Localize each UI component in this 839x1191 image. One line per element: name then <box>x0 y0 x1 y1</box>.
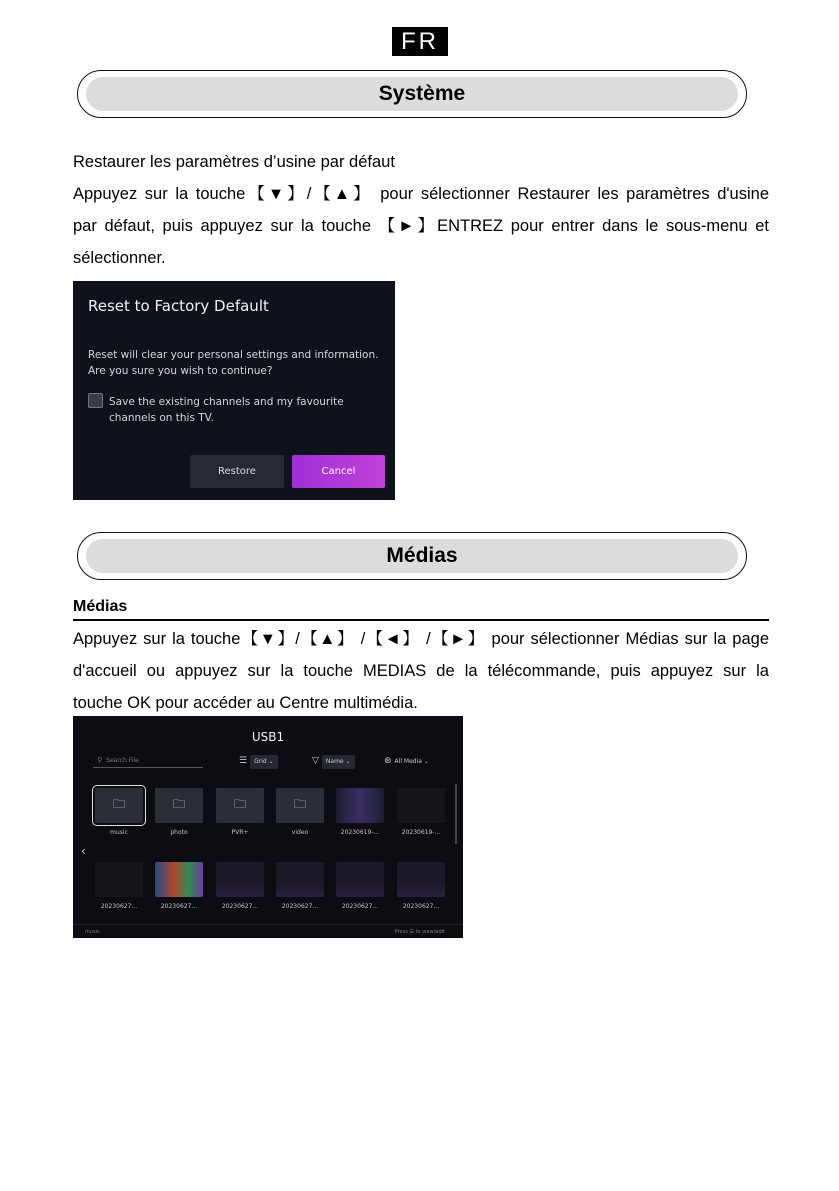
search-placeholder: Search File <box>106 757 139 764</box>
tile-label: music <box>110 829 128 836</box>
section-header-systeme <box>77 70 747 118</box>
filter-icon: ▽ <box>312 756 319 766</box>
folder-tile-music[interactable] <box>95 788 143 823</box>
list-icon: ☰ <box>239 756 248 766</box>
system-line-3: par défaut, puis appuyez sur la touche 【►】ENTREZ pour entrer dans le sous-menu et <box>73 217 769 235</box>
media-type-dropdown[interactable] <box>384 754 429 768</box>
system-line-4: sélectionner. <box>73 249 166 267</box>
tile-label: 20230619-... <box>340 829 380 836</box>
tile-label: 20230627... <box>402 903 440 910</box>
tile-label: photo <box>170 829 188 836</box>
media-center-title: USB1 <box>251 730 285 744</box>
system-paragraph <box>73 146 769 274</box>
medias-line-2: d'accueil ou appuyez sur la touche MEDIAS de la télécommande, puis appuyez sur la <box>73 662 769 680</box>
tile-label: video <box>291 829 309 836</box>
image-thumbnail[interactable] <box>276 862 324 897</box>
search-icon: ⚲ <box>97 756 103 764</box>
chevron-down-icon: ⌄ <box>345 758 351 765</box>
media-type-label: All Media <box>394 758 422 765</box>
folder-tile-video[interactable] <box>276 788 324 823</box>
media-center-footer <box>73 924 463 938</box>
tile-label: PVR+ <box>231 829 249 836</box>
medias-line-3: touche OK pour accéder au Centre multimédia. <box>73 694 418 712</box>
scroll-left-arrow-icon[interactable]: ‹ <box>81 844 86 858</box>
folder-icon: 🗀 <box>112 797 125 811</box>
tile-label: 20230627... <box>100 903 138 910</box>
chevron-down-icon: ⌄ <box>268 758 274 765</box>
footer-hint: Press ☰ to view/edit <box>394 929 445 935</box>
media-center-screen <box>73 716 463 938</box>
medias-line-1: Appuyez sur la touche【▼】/【▲】 /【◄】 /【►】 pour sélectionner Médias sur la page <box>73 630 769 648</box>
medias-paragraph <box>73 623 769 719</box>
medias-subheading: Médias <box>73 598 769 621</box>
search-file-input[interactable] <box>93 754 203 768</box>
save-channels-label: Save the existing channels and my favourite channels on this TV. <box>109 396 344 424</box>
sort-dropdown[interactable] <box>312 754 355 768</box>
folder-icon: 🗀 <box>233 797 246 811</box>
view-mode-dropdown[interactable] <box>239 754 278 768</box>
folder-tile-photo[interactable] <box>155 788 203 823</box>
dialog-message: Reset will clear your personal settings and information. Are you sure you wish to continue? <box>88 349 379 377</box>
image-thumbnail[interactable] <box>155 862 203 897</box>
folder-icon: 🗀 <box>172 797 185 811</box>
system-line-2: Appuyez sur la touche【▼】/【▲】 pour sélectionner Restaurer les paramètres d'usine <box>73 185 769 203</box>
footer-current-folder: music <box>85 929 100 935</box>
image-thumbnail[interactable] <box>336 862 384 897</box>
sort-label: Name <box>325 758 344 765</box>
image-thumbnail[interactable] <box>95 862 143 897</box>
system-line-1: Restaurer les paramètres d’usine par défaut <box>73 153 395 171</box>
section-title-systeme: Système <box>86 77 738 111</box>
section-header-medias <box>77 532 747 580</box>
cancel-button[interactable]: Cancel <box>292 455 385 488</box>
tile-label: 20230627... <box>341 903 379 910</box>
image-thumbnail[interactable] <box>397 862 445 897</box>
reset-factory-dialog <box>73 281 395 500</box>
section-title-medias: Médias <box>86 539 738 573</box>
tile-label: 20230627... <box>281 903 319 910</box>
view-mode-label: Grid <box>254 758 267 765</box>
media-type-icon: ⊛ <box>384 756 392 766</box>
vertical-scrollbar[interactable] <box>455 784 457 844</box>
image-thumbnail[interactable] <box>336 788 384 823</box>
save-channels-checkbox[interactable] <box>88 393 103 408</box>
tile-label: 20230627... <box>221 903 259 910</box>
image-thumbnail[interactable] <box>397 788 445 823</box>
dialog-title: Reset to Factory Default <box>88 297 269 315</box>
language-badge: FR <box>392 27 448 56</box>
folder-icon: 🗀 <box>293 797 306 811</box>
chevron-down-icon: ⌄ <box>423 758 429 765</box>
folder-tile-pvr[interactable] <box>216 788 264 823</box>
restore-button[interactable]: Restore <box>190 455 284 488</box>
image-thumbnail[interactable] <box>216 862 264 897</box>
tile-label: 20230619-... <box>401 829 441 836</box>
tile-label: 20230627... <box>160 903 198 910</box>
